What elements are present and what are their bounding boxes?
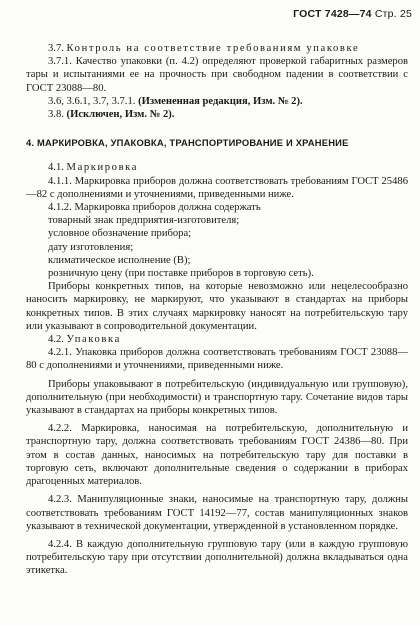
clause-4-2-2: 4.2.2. Маркировка, наносимая на потребительскую, дополнительную и транспортную тару, должна соответствовать требованиям ГОСТ 24386—80. При этом в состав данных, наносимых на потребительскую тару для поставки в торговую сеть, включают дополнительные сведения о содержании в приборах драгоценных материалов.	[26, 423, 408, 488]
clause-3-8-number: 3.8.	[48, 109, 64, 121]
amendment-note-3-6	[26, 95, 408, 108]
standard-number: ГОСТ 7428—74	[293, 8, 372, 20]
page-number: Стр. 25	[374, 8, 412, 20]
clause-4-1	[26, 161, 408, 174]
amendment-edit: (Измененная редакция, Изм. № 2).	[138, 95, 303, 107]
list-item: дату изготовления;	[48, 241, 134, 253]
clause-4-2-title: Упаковка	[66, 334, 121, 346]
clause-3-8-edit: (Исключен, Изм. № 2).	[66, 109, 175, 121]
list-item: климатическое исполнение (В);	[48, 254, 191, 266]
list-item: розничную цену (при поставке приборов в торговую сеть).	[48, 268, 314, 280]
packaging-types-paragraph: Приборы упаковывают в потребительскую (индивидуальную или групповую), дополнительную (при необходимости) и транспортную тару. Сочетание видов тары указывают в стандартах на приборы конкретных типов.	[26, 378, 408, 417]
clause-4-2	[26, 333, 408, 346]
clause-3-8	[26, 108, 408, 121]
clause-4-2-4: 4.2.4. В каждую дополнительную групповую тару (или в каждую групповую потребительскую тару при отсутствии дополнительной) должна вкладываться одна этикетка.	[26, 538, 408, 577]
amendment-refs: 3.6, 3.6.1, 3.7, 3.7.1.	[48, 95, 136, 107]
clause-3-7-title: Контроль на соответствие требованиям упаковке	[66, 43, 360, 54]
marking-exception-paragraph: Приборы конкретных типов, на которые невозможно или нецелесообразно наносить маркировку, не маркируют, что указывают в стандартах на приборы конкретных типов. В этих случаях маркировку наносят на потребительскую тару или указывают в сопроводительной документации.	[26, 281, 408, 332]
clause-3-7-number: 3.7.	[48, 43, 64, 54]
document-body	[26, 42, 408, 578]
clause-4-1-1: 4.1.1. Маркировка приборов должна соответствовать требованиям ГОСТ 25486—82 с дополнениями и уточнениями, приведенными ниже.	[26, 175, 408, 200]
page-header	[293, 8, 412, 20]
clause-4-1-title: Маркировка	[66, 162, 139, 174]
clause-4-2-3: 4.2.3. Манипуляционные знаки, наносимые на транспортную тару, должны соответствовать требованиям ГОСТ 14192—77, состав манипуляционных знаков указывают в технической документации, утвержденной в установленном порядке.	[26, 494, 408, 532]
list-item: условное обозначение прибора;	[48, 228, 192, 240]
list-item: товарный знак предприятия-изготовителя;	[48, 215, 240, 227]
clause-3-7	[26, 42, 408, 55]
clause-3-7-1: 3.7.1. Качество упаковки (п. 4.2) определяют проверкой габаритных размеров тары и испытаниями ее на прочность при свободном падении в соответствии с ГОСТ 23088—80.	[26, 56, 408, 94]
clause-4-2-1: 4.2.1. Упаковка приборов должна соответствовать требованиям ГОСТ 23088—80 с дополнениями и уточнениями, приведенными ниже.	[26, 347, 408, 372]
clause-4-2-number: 4.2.	[48, 334, 64, 346]
clause-4-1-2: 4.1.2. Маркировка приборов должна содержать	[48, 202, 261, 214]
clause-4-1-number: 4.1.	[48, 162, 64, 174]
section-4-heading: 4. МАРКИРОВКА, УПАКОВКА, ТРАНСПОРТИРОВАНИЕ И ХРАНЕНИЕ	[26, 137, 349, 149]
